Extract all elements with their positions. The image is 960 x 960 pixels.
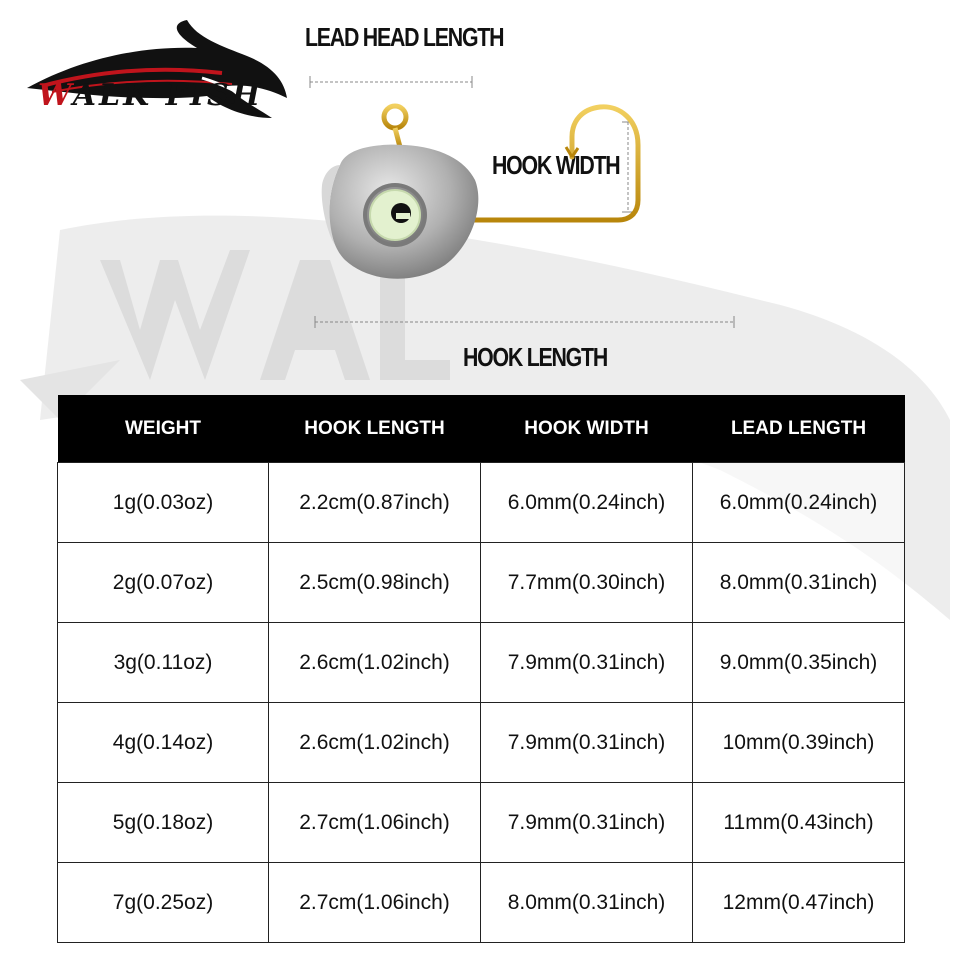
header-hook-width: HOOK WIDTH (481, 395, 693, 463)
brand-name (38, 78, 263, 113)
table-row (58, 703, 905, 783)
table-header-row (58, 395, 905, 463)
cell-lead-length: 6.0mm(0.24inch) (693, 463, 905, 543)
table-row (58, 543, 905, 623)
cell-hook-length: 2.6cm(1.02inch) (269, 623, 481, 703)
cell-weight: 2g(0.07oz) (58, 543, 269, 623)
jig-head-illustration (300, 95, 760, 335)
cell-hook-length: 2.7cm(1.06inch) (269, 863, 481, 943)
header-lead-length: LEAD LENGTH (693, 395, 905, 463)
size-spec-table (57, 395, 904, 943)
cell-lead-length: 12mm(0.47inch) (693, 863, 905, 943)
cell-hook-length: 2.7cm(1.06inch) (269, 783, 481, 863)
table-row (58, 623, 905, 703)
cell-hook-length: 2.2cm(0.87inch) (269, 463, 481, 543)
cell-weight: 7g(0.25oz) (58, 863, 269, 943)
header-weight: WEIGHT (58, 395, 269, 463)
lead-head-length-guide (308, 72, 478, 92)
cell-hook-length: 2.6cm(1.02inch) (269, 703, 481, 783)
cell-hook-width: 7.7mm(0.30inch) (481, 543, 693, 623)
cell-weight: 5g(0.18oz) (58, 783, 269, 863)
cell-hook-width: 6.0mm(0.24inch) (481, 463, 693, 543)
cell-lead-length: 8.0mm(0.31inch) (693, 543, 905, 623)
hook-width-label: HOOK WIDTH (492, 150, 620, 180)
cell-hook-width: 7.9mm(0.31inch) (481, 783, 693, 863)
lead-head-length-label: LEAD HEAD LENGTH (305, 22, 504, 52)
hook-length-label: HOOK LENGTH (463, 342, 607, 372)
cell-lead-length: 9.0mm(0.35inch) (693, 623, 905, 703)
table-row (58, 783, 905, 863)
cell-lead-length: 10mm(0.39inch) (693, 703, 905, 783)
cell-weight: 3g(0.11oz) (58, 623, 269, 703)
brand-name-rest: ALK FISH (72, 78, 264, 113)
cell-lead-length: 11mm(0.43inch) (693, 783, 905, 863)
cell-hook-length: 2.5cm(0.98inch) (269, 543, 481, 623)
table-row (58, 463, 905, 543)
cell-weight: 4g(0.14oz) (58, 703, 269, 783)
table-row (58, 863, 905, 943)
cell-hook-width: 7.9mm(0.31inch) (481, 623, 693, 703)
cell-hook-width: 8.0mm(0.31inch) (481, 863, 693, 943)
header-hook-length: HOOK LENGTH (269, 395, 481, 463)
cell-weight: 1g(0.03oz) (58, 463, 269, 543)
brand-first-letter: W (38, 78, 73, 113)
cell-hook-width: 7.9mm(0.31inch) (481, 703, 693, 783)
